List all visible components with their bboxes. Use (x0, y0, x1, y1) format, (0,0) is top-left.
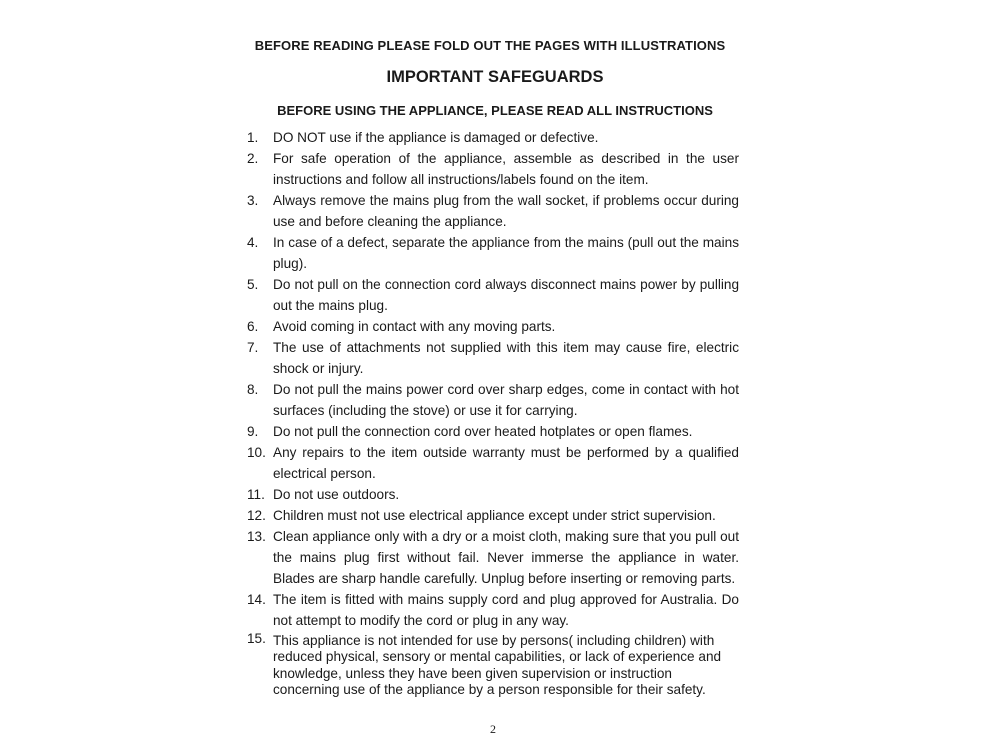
item-number: 2. (247, 151, 259, 166)
list-item (247, 148, 739, 190)
item-text: Do not use outdoors. (273, 487, 400, 502)
list-item (247, 274, 739, 316)
item-text: Do not pull on the connection cord always disconnect mains power by pulling out the mains plug. (273, 277, 739, 313)
list-item (247, 421, 739, 442)
item-text: Do not pull the mains power cord over sharp edges, come in contact with hot surfaces (including the stove) or use it for carrying. (273, 382, 739, 418)
list-item (247, 631, 739, 699)
page-number: 2 (490, 722, 496, 736)
item-text: For safe operation of the appliance, assemble as described in the user instructions and follow all instructions/labels found on the item. (273, 151, 739, 187)
list-item (247, 505, 739, 526)
item-number: 4. (247, 235, 259, 250)
item-text: This appliance is not intended for use by persons( including children) with reduced physical, sensory or mental capabilities, or lack of experience and knowledge, unless they have been given supervision or instruction concerning use of the appliance by a person responsible for their safety. (273, 633, 722, 698)
item-text: In case of a defect, separate the appliance from the mains (pull out the mains plug). (273, 235, 739, 271)
list-item (247, 442, 739, 484)
list-item (247, 484, 739, 505)
list-item (247, 337, 739, 379)
item-number: 1. (247, 130, 259, 145)
item-number: 10. (247, 445, 266, 460)
item-number: 13. (247, 529, 266, 544)
item-text: The use of attachments not supplied with this item may cause fire, electric shock or injury. (273, 340, 739, 376)
item-text: Do not pull the connection cord over heated hotplates or open flames. (273, 424, 693, 439)
item-number: 5. (247, 277, 259, 292)
item-number: 12. (247, 508, 266, 523)
item-text: DO NOT use if the appliance is damaged or defective. (273, 130, 599, 145)
item-text: Clean appliance only with a dry or a moist cloth, making sure that you pull out the mains plug first without fail. Never immerse the appliance in water. Blades are sharp handle carefully. Unplug before inserting or removing parts. (273, 529, 739, 586)
item-number: 15. (247, 631, 266, 646)
item-number: 3. (247, 193, 259, 208)
item-text: Children must not use electrical appliance except under strict supervision. (273, 508, 716, 523)
item-number: 9. (247, 424, 259, 439)
list-item (247, 127, 739, 148)
item-text: Any repairs to the item outside warranty must be performed by a qualified electrical person. (273, 445, 739, 481)
item-number: 6. (247, 319, 259, 334)
safeguards-list (247, 127, 739, 699)
fold-out-note: BEFORE READING PLEASE FOLD OUT THE PAGES WITH ILLUSTRATIONS (254, 38, 726, 53)
list-item (247, 190, 739, 232)
item-text: Always remove the mains plug from the wall socket, if problems occur during use and before cleaning the appliance. (273, 193, 739, 229)
page-subtitle: BEFORE USING THE APPLIANCE, PLEASE READ ALL INSTRUCTIONS (277, 103, 713, 118)
list-item (247, 379, 739, 421)
page-title: IMPORTANT SAFEGUARDS (386, 68, 604, 86)
list-item (247, 316, 739, 337)
item-number: 11. (247, 487, 265, 502)
item-text: Avoid coming in contact with any moving parts. (273, 319, 556, 334)
list-item (247, 526, 739, 589)
item-number: 8. (247, 382, 259, 397)
list-item (247, 232, 739, 274)
item-number: 14. (247, 592, 266, 607)
list-item (247, 589, 739, 631)
item-number: 7. (247, 340, 259, 355)
item-text: The item is fitted with mains supply cord and plug approved for Australia. Do not attempt to modify the cord or plug in any way. (273, 592, 739, 628)
